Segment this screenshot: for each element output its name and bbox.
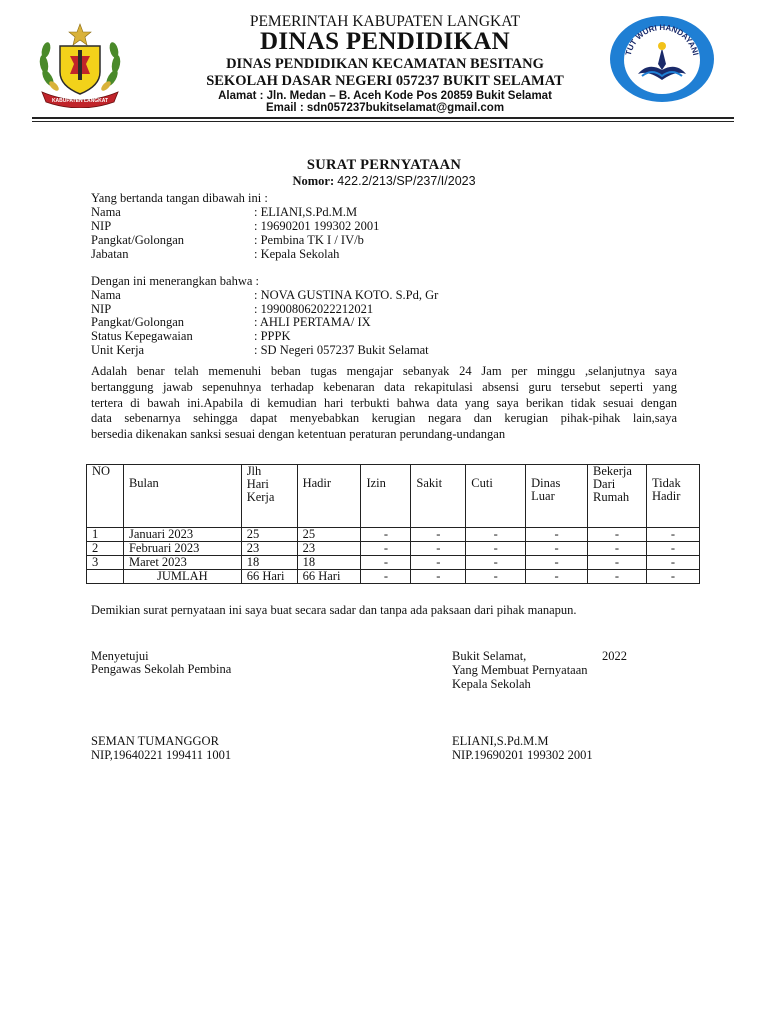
signer-rank-label: Pangkat/Golongan [91, 233, 185, 247]
cell-sakit: - [411, 570, 466, 584]
cell-tidak-hadir: - [646, 542, 699, 556]
signer-intro: Yang bertanda tangan dibawah ini : [91, 191, 268, 205]
attendance-table [86, 464, 700, 584]
cell-bulan: Maret 2023 [123, 556, 241, 570]
table-row [87, 556, 700, 570]
header-district: DINAS PENDIDIKAN KECAMATAN BESITANG [226, 56, 544, 72]
cell-jlh: 23 [241, 542, 297, 556]
closing-statement: Demikian surat pernyataan ini saya buat secara sadar dan tanpa ada paksaan dari pihak manapun. [91, 603, 577, 617]
cell-hadir: 25 [297, 528, 361, 542]
signer-rank-value: : Pembina TK I / IV/b [254, 233, 364, 247]
header-rule-thin [32, 121, 734, 122]
paragraph-line: Adalah benar telah memenuhi beban tugas mengajar sebanyak 24 Jam per minggu ,selanjutnya saya [91, 364, 677, 378]
header-dinas-luar: Dinas Luar [526, 465, 588, 528]
subject-name-value: : NOVA GUSTINA KOTO. S.Pd, Gr [254, 288, 439, 302]
table-row [87, 542, 700, 556]
signer-position-label: Jabatan [91, 247, 129, 261]
cell-cuti: - [466, 542, 526, 556]
cell-bekerja-dari-rumah: - [588, 542, 647, 556]
document-title: SURAT PERNYATAAN [306, 157, 462, 173]
header-jlh-hari-kerja: Jlh Hari Kerja [241, 465, 297, 528]
cell-tidak-hadir: - [646, 570, 699, 584]
left-sign-approval: Menyetujui [91, 649, 149, 663]
subject-rank-label: Pangkat/Golongan [91, 315, 185, 329]
header-izin: Izin [361, 465, 411, 528]
table-header-row [87, 465, 700, 528]
subject-nip-label: NIP [91, 302, 112, 316]
tut-wuri-handayani-logo-icon [608, 14, 716, 104]
cell-sakit: - [411, 542, 466, 556]
header-government: PEMERINTAH KABUPATEN LANGKAT [249, 13, 521, 30]
subject-name-label: Nama [91, 288, 121, 302]
cell-bulan: Februari 2023 [123, 542, 241, 556]
cell-no [87, 570, 124, 584]
cell-cuti: - [466, 556, 526, 570]
cell-no: 1 [87, 528, 124, 542]
right-sign-title: Kepala Sekolah [452, 677, 531, 691]
table-row [87, 528, 700, 542]
subject-intro: Dengan ini menerangkan bahwa : [91, 274, 259, 288]
cell-tidak-hadir: - [646, 556, 699, 570]
header-sakit: Sakit [411, 465, 466, 528]
cell-izin: - [361, 570, 411, 584]
cell-total-hadir: 66 Hari [297, 570, 361, 584]
header-school: SEKOLAH DASAR NEGERI 057237 BUKIT SELAMAT [206, 73, 564, 89]
header-tidak-hadir: Tidak Hadir [646, 465, 699, 528]
cell-bekerja-dari-rumah: - [588, 556, 647, 570]
cell-total-label: JUMLAH [123, 570, 241, 584]
header-address: Alamat : Jln. Medan – B. Aceh Kode Pos 20859 Bukit Selamat [218, 90, 552, 102]
document-number-value: 422.2/213/SP/237/I/2023 [337, 174, 476, 188]
header-rule-thick [32, 117, 734, 119]
subject-rank-value: : AHLI PERTAMA/ IX [254, 315, 371, 329]
subject-status-label: Status Kepegawaian [91, 329, 193, 343]
signer-nip-label: NIP [91, 219, 112, 233]
cell-cuti: - [466, 570, 526, 584]
cell-dinas-luar: - [526, 542, 588, 556]
paragraph-line: bertanggung jawab sepenuhnya terhadap kebenaran data rekapitulasi absensi guru tersebut seperti yang [91, 379, 677, 394]
cell-hadir: 18 [297, 556, 361, 570]
cell-tidak-hadir: - [646, 528, 699, 542]
cell-bekerja-dari-rumah: - [588, 528, 647, 542]
subject-status-value: : PPPK [254, 329, 291, 343]
subject-nip-value: : 199008062022212021 [254, 302, 374, 316]
document-number [0, 174, 768, 189]
cell-bekerja-dari-rumah: - [588, 570, 647, 584]
logo-left-ribbon-text: KABUPATEN LANGKAT [51, 98, 109, 104]
header-bekerja-dari-rumah: Bekerja Dari Rumah [588, 465, 647, 528]
cell-total-jlh: 66 Hari [241, 570, 297, 584]
header-hadir: Hadir [297, 465, 361, 528]
header-no: NO [87, 465, 124, 528]
cell-izin: - [361, 528, 411, 542]
header-cuti: Cuti [466, 465, 526, 528]
cell-dinas-luar: - [526, 528, 588, 542]
signer-position-value: : Kepala Sekolah [254, 247, 340, 261]
cell-cuti: - [466, 528, 526, 542]
left-sign-title: Pengawas Sekolah Pembina [91, 662, 232, 676]
paragraph-line: tertera di bawah ini.Apabila di kemudian hari terbukti bahwa data yang saya berikan tidak sesuai dengan [91, 395, 677, 410]
signer-nip-value: : 19690201 199302 2001 [254, 219, 380, 233]
header-bulan: Bulan [123, 465, 241, 528]
right-sign-nip: NIP.19690201 199302 2001 [452, 748, 593, 762]
signer-name-label: Nama [91, 205, 121, 219]
cell-hadir: 23 [297, 542, 361, 556]
cell-sakit: - [411, 528, 466, 542]
cell-dinas-luar: - [526, 570, 588, 584]
subject-unit-value: : SD Negeri 057237 Bukit Selamat [254, 343, 429, 357]
header-agency: DINAS PENDIDIKAN [260, 28, 510, 55]
signer-name-value: : ELIANI,S.Pd.M.M [254, 205, 358, 219]
cell-no: 3 [87, 556, 124, 570]
kabupaten-langkat-logo-icon [34, 20, 126, 108]
left-sign-name: SEMAN TUMANGGOR [91, 734, 219, 748]
paragraph-line: bersedia dikenakan sanksi sesuai dengan ketentuan peraturan perundang-undangan [91, 427, 506, 442]
cell-jlh: 18 [241, 556, 297, 570]
cell-dinas-luar: - [526, 556, 588, 570]
cell-izin: - [361, 556, 411, 570]
left-sign-nip: NIP,19640221 199411 1001 [91, 748, 232, 762]
right-sign-place: Bukit Selamat, [452, 649, 527, 663]
cell-bulan: Januari 2023 [123, 528, 241, 542]
right-sign-name: ELIANI,S.Pd.M.M [452, 734, 549, 748]
cell-no: 2 [87, 542, 124, 556]
right-sign-year: 2022 [602, 649, 627, 663]
table-total-row [87, 570, 700, 584]
statement-paragraph [91, 364, 677, 443]
cell-izin: - [361, 542, 411, 556]
logo-right-motto: TUT WURI HANDAYANI [623, 22, 701, 57]
document-number-label: Nomor: [292, 174, 335, 188]
paragraph-line: data sebenarnya sehingga dapat menyebabkan kerugian negara dan kerugian pihak-pihak lain,saya [91, 411, 677, 426]
right-sign-maker: Yang Membuat Pernyataan [452, 663, 588, 677]
header-email: Email : sdn057237bukitselamat@gmail.com [265, 102, 505, 114]
cell-sakit: - [411, 556, 466, 570]
subject-unit-label: Unit Kerja [91, 343, 145, 357]
cell-jlh: 25 [241, 528, 297, 542]
